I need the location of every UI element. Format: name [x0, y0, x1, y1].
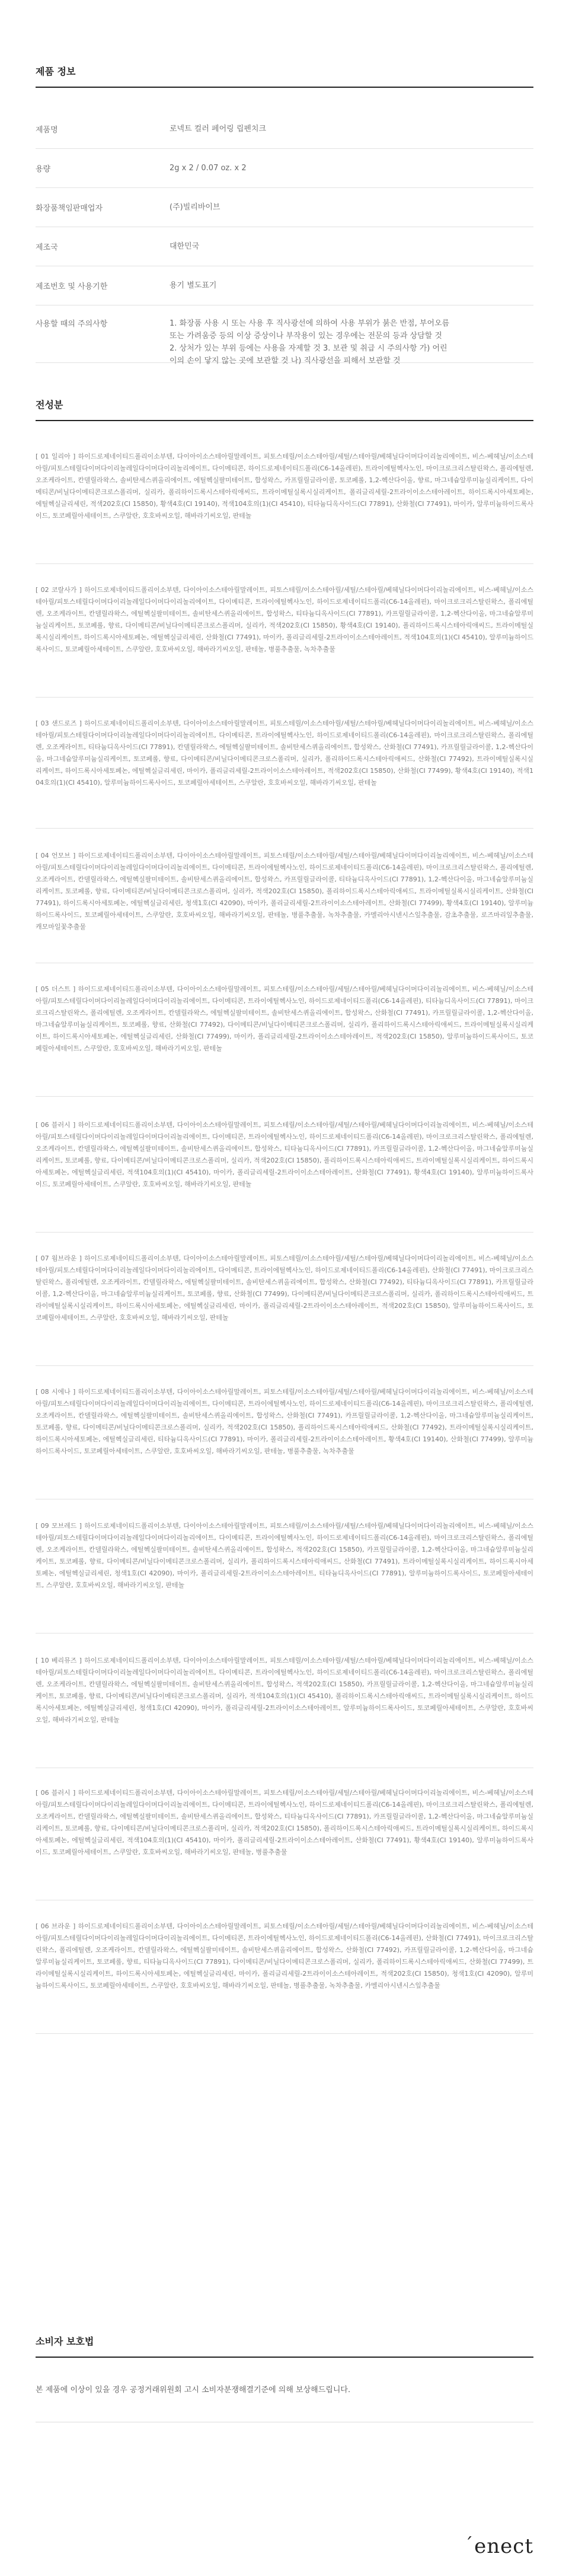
ingredient-block-12: [ 06 브라운 ] 하이드로제네이티드폴리이소부텐, 다이아이소스테아릴말레이트, 피토스테릴/이소스테아릴/세틸/스테아릴/베헤닐다이머다이리놀리에이트, 비스-베헤닐/이소스테아릴/피토스테릴다이머다이리놀레일다이머다이리놀리에이트, 다이메티콘, 트라이에틸헥사노인, 하이드로제네이티드폴리(C6-14올레핀), 산화철(CI 77491), 마이크로크리스탈린왁스, 폴리에틸렌, 오조케라이트, 칸델릴라왁스, 에틸헥실팔미테이트, 솔비탄세스퀴올리에이트, 합성왁스, 산화철(CI 77492), 카프릴릴글라이콜, 1,2-헥산다이올, 마그네슘알루미늄실리케이트, 토코페롤, 향료, 티타늄디옥사이드(CI 77891), 다이메티콘/비닐다이메티콘크로스폴리머, 실리카, 폴리하이드록시스테아릭애씨드, 산화철(CI 77499), 트라이메틸실록시실리케이트, 하이드록시아세토페논, 에틸헥실글리세린, 마이카, 폴리글리세릴-2트라이이소스테아레이트, 적색202호(CI 15850), 청색1호(CI 42090), 알루미늄하이드록사이드, 토코페릴아세테이트, 스쿠알란, 호호바씨오일, 해바라기씨오일, 판테놀, 병풀추출물, 녹차추출물, 카멜리아시넨시스잎추출물: [36, 1921, 533, 2034]
info-row-country: [36, 227, 533, 266]
ingredient-block-09: [ 09 모브레드 ] 하이드로제네이티드폴리이소부텐, 다이아이소스테아릴말레이트, 피토스테릴/이소스테아릴/세틸/스테아릴/베헤닐다이머다이리놀리에이트, 비스-베헤닐/이소스테아릴/피토스테릴다이머다이리놀레일다이머다이리놀리에이트, 다이메티콘, 트라이에틸헥사노인, 하이드로제네이티드폴리(C6-14올레핀), 마이크로크리스탈린왁스, 폴리에틸렌, 오조케라이트, 칸델릴라왁스, 에틸헥실팔미테이트, 솔비탄세스퀴올리에이트, 합성왁스, 적색202호(CI 15850), 카프릴릴글라이콜, 1,2-헥산다이올, 마그네슘알루미늄실리케이트, 토코페롤, 향료, 다이메티콘/비닐다이메티콘크로스폴리머, 실리카, 폴리하이드록시스테아릭애씨드, 산화철(CI 77491), 트라이메틸실록시실리케이트, 하이드록시아세토페논, 에틸헥실글리세린, 청색1호(CI 42090), 마이카, 폴리글리세릴-2트라이이소스테아레이트, 티타늄디옥사이드(CI 77891), 알루미늄하이드록사이드, 토코페릴아세테이트, 스쿠알란, 호호바씨오일, 해바라기씨오일, 판테놀: [36, 1520, 533, 1634]
info-value: [170, 317, 449, 367]
ingredient-block-11: [ 06 블러시 ] 하이드로제네이티드폴리이소부텐, 다이아이소스테아릴말레이트, 피토스테릴/이소스테아릴/세틸/스테아릴/베헤닐다이머다이리놀리에이트, 비스-베헤닐/이소스테아릴/피토스테릴다이머다이리놀레일다이머다이리놀리에이트, 다이메티콘, 트라이에틸헥사노인, 하이드로제네이티드폴리(C6-14올레핀), 마이크로크리스탈린왁스, 폴리에틸렌, 오조케라이트, 칸델릴라왁스, 에틸헥실팔미테이트, 솔비탄세스퀴올리에이트, 합성왁스, 티타늄디옥사이드(CI 77891), 카프릴릴글라이콜, 1,2-헥산다이올, 마그네슘알루미늄실리케이트, 토코페롤, 향료, 다이메티콘/비닐다이메티콘크로스폴리머, 실리카, 적색202호(CI 15850), 폴리하이드록시스테아릭애씨드, 트라이메틸실록시실리케이트, 하이드록시아세토페논, 에틸헥실글리세린, 적색104호의(1)(CI 45410), 마이카, 폴리글리세릴-2트라이이소스테아레이트, 산화철(CI 77491), 황색4호(CI 19140), 알루미늄하이드록사이드, 토코페릴아세테이트, 스쿠알란, 호호바씨오일, 해바라기씨오일, 판테놀, 병풀추출물: [36, 1787, 533, 1900]
ingredient-block-07: [ 07 웜브라운 ] 하이드로제네이티드폴리이소부텐, 다이아이소스테아릴말레이트, 피토스테릴/이소스테아릴/세틸/스테아릴/베헤닐다이머다이리놀리에이트, 비스-베헤닐/이소스테아릴/피토스테릴다이머다이리놀레일다이머다이리놀리에이트, 다이메티콘, 트라이에틸헥사노인, 하이드로제네이티드폴리(C6-14올레핀), 산화철(CI 77491), 마이크로크리스탈린왁스, 폴리에틸렌, 오조케라이트, 칸델릴라왁스, 에틸헥실팔미테이트, 솔비탄세스퀴올리에이트, 합성왁스, 산화철(CI 77492), 티타늄디옥사이드(CI 77891), 카프릴릴글라이콜, 1,2-헥산다이올, 마그네슘알루미늄실리케이트, 토코페롤, 향료, 산화철(CI 77499), 다이메티콘/비닐다이메티콘크로스폴리머, 실리카, 폴리하이드록시스테아릭애씨드, 트라이메틸실록시실리케이트, 하이드록시아세토페논, 에틸헥실글리세린, 마이카, 폴리글리세릴-2트라이이소스테아레이트, 적색202호(CI 15850), 알루미늄하이드록사이드, 토코페릴아세테이트, 스쿠알란, 호호바씨오일, 해바라기씨오일, 판테놀: [36, 1253, 533, 1366]
ingredients-rule: [36, 420, 533, 421]
product-info-title: 제품 정보: [36, 66, 76, 77]
info-value-line: 이의 손이 닿지 않는 곳에 보관할 것 나) 직사광선을 피해서 보관할 것: [170, 356, 401, 365]
info-value-line: 대한민국: [170, 242, 200, 251]
ingredient-block-03: [ 03 샌드로즈 ] 하이드로제네이티드폴리이소부텐, 다이아이소스테아릴말레이트, 피토스테릴/이소스테아릴/세틸/스테아릴/베헤닐다이머다이리놀리에이트, 비스-베헤닐/이소스테아릴/피토스테릴다이머다이리놀레일다이머다이리놀리에이트, 다이메티콘, 트라이에틸헥사노인, 하이드로제네이티드폴리(C6-14올레핀), 마이크로크리스탈린왁스, 폴리에틸렌, 오조케라이트, 티타늄디옥사이드(CI 77891), 칸델릴라왁스, 에틸헥실팔미테이트, 솔비탄세스퀴올리에이트, 합성왁스, 산화철(CI 77491), 카프릴릴글라이콜, 1,2-헥산다이올, 마그네슘알루미늄실리케이트, 토코페롤, 향료, 다이메티콘/비닐다이메티콘크로스폴리머, 실리카, 폴리하이드록시스테아릭애씨드, 산화철(CI 77492), 트라이메틸실록시실리케이트, 하이드록시아세토페논, 에틸헥실글리세린, 마이카, 폴리글리세릴-2트라이이소스테아레이트, 적색202호(CI 15850), 산화철(CI 77499), 황색4호(CI 19140), 적색104호의(1)(CI 45410), 알루미늄하이드록사이드, 토코페릴아세테이트, 스쿠알란, 호호바씨오일, 해바라기씨오일, 판테놀: [36, 718, 533, 829]
info-value-line: 로넥트 컬러 페어링 립펜치크: [170, 125, 267, 133]
info-row-volume: [36, 149, 533, 188]
product-info-rule: [36, 87, 533, 88]
brand-logo-wordmark: enect: [474, 2534, 533, 2558]
consumer-title: 소비자 보호법: [36, 2336, 94, 2347]
info-row-lot-expiry: [36, 266, 533, 305]
info-label: 사용할 때의 주의사항: [36, 320, 108, 329]
ingredients-title: 전성분: [36, 399, 63, 410]
info-label: 제조번호 및 사용기한: [36, 282, 108, 291]
info-value-line: 용기 별도표기: [170, 281, 217, 290]
info-value-line: 1. 화장품 사용 시 또는 사용 후 직사광선에 의하여 사용 부위가 붉은 반점, 부어오름: [170, 319, 450, 328]
brand-logo: [464, 2534, 533, 2558]
info-value-line: 또는 가려움증 등의 이상 증상이나 부작용이 있는 경우에는 전문의 등과 상담할 것: [170, 332, 442, 340]
product-info-table: [36, 110, 533, 363]
consumer-text: 본 제품에 이상이 있을 경우 공정거래위원회 고시 소비자분쟁해결기준에 의해 보상해드립니다.: [36, 2386, 351, 2394]
info-value: [170, 240, 199, 253]
consumer-rule: [36, 2357, 533, 2358]
info-value: [170, 162, 247, 174]
info-value: [170, 201, 220, 214]
info-row-name: [36, 110, 533, 149]
info-value-line: 2. 상처가 있는 부위 등에는 사용을 자제할 것 3. 보관 및 취급 시 주의사항 가) 어린: [170, 344, 447, 353]
brand-logo-mark: ˊ: [464, 2534, 474, 2555]
info-label: 제품명: [36, 126, 58, 135]
ingredient-block-01: [ 01 일리아 ] 하이드로제네이티드폴리이소부텐, 다이아이소스테아릴말레이트, 피토스테릴/이소스테아릴/세틸/스테아릴/베헤닐다이머다이리놀리에이트, 비스-베헤닐/이소스테아릴/피토스테릴다이머다이리놀레일다이머다이리놀리에이트, 다이메티콘, 하이드로제네이티드폴리(C6-14올레핀), 트라이에틸헥사노인, 마이크로크리스탈린왁스, 폴리에틸렌, 오조케라이트, 칸델릴라왁스, 솔비탄세스퀴올리에이트, 에틸헥실팔미테이트, 합성왁스, 카프릴릴글라이콜, 토코페롤, 1,2-헥산다이올, 향료, 마그네슘알루미늄실리케이트, 다이메티콘/비닐다이메티콘크로스폴리머, 실리카, 폴리하이드록시스테아릭애씨드, 트라이메틸실록시실리케이트, 폴리글리세릴-2트라이이소스테아레이트, 하이드록시아세토페논, 에틸헥실글리세린, 적색202호(CI 15850), 황색4호(CI 19140), 적색104호의(1)(CI 45410), 티타늄디옥사이드(CI 77891), 산화철(CI 77491), 마이카, 알루미늄하이드록사이드, 토코페릴아세테이트, 스쿠알란, 호호바씨오일, 해바라기씨오일, 판테놀: [36, 451, 533, 564]
info-label: 제조국: [36, 243, 58, 252]
ingredient-block-08: [ 08 시에나 ] 하이드로제네이티드폴리이소부텐, 다이아이소스테아릴말레이트, 피토스테릴/이소스테아릴/세틸/스테아릴/베헤닐다이머다이리놀리에이트, 비스-베헤닐/이소스테아릴/피토스테릴다이머다이리놀레일다이머다이리놀리에이트, 다이메티콘, 트라이에틸헥사노인, 하이드로제네이티드폴리(C6-14올레핀), 마이크로크리스탈린왁스, 폴리에틸렌, 오조케라이트, 칸델릴라왁스, 에틸헥실팔미테이트, 솔비탄세스퀴올리에이트, 합성왁스, 산화철(CI 77491), 카프릴릴글라이콜, 1,2-헥산다이올, 마그네슘알루미늄실리케이트, 토코페롤, 향료, 다이메티콘/비닐다이메티콘크로스폴리머, 실리카, 적색202호(CI 15850), 폴리하이드록시스테아릭애씨드, 산화철(CI 77492), 트라이메틸실록시실리케이트, 하이드록시아세토페논, 에틸헥실글리세린, 티타늄디옥사이드(CI 77891), 마이카, 폴리글리세릴-2트라이이소스테아레이트, 황색4호(CI 19140), 산화철(CI 77499), 알루미늄하이드록사이드, 토코페릴아세테이트, 스쿠알란, 호호바씨오일, 해바라기씨오일, 판테놀, 병풀추출물, 녹차추출물: [36, 1386, 533, 1499]
info-value: [170, 123, 266, 135]
ingredient-block-05: [ 05 더스트 ] 하이드로제네이티드폴리이소부텐, 다이아이소스테아릴말레이트, 피토스테릴/이소스테아릴/세틸/스테아릴/베헤닐다이머다이리놀리에이트, 비스-베헤닐/이소스테아릴/피토스테릴다이머다이리놀레일다이머다이리놀리에이트, 다이메티콘, 트라이에틸헥사노인, 하이드로제네이티드폴리(C6-14올레핀), 티타늄디옥사이드(CI 77891), 마이크로크리스탈린왁스, 폴리에틸렌, 오조케라이트, 칸델릴라왁스, 에틸헥실팔미테이트, 솔비탄세스퀴올리에이트, 합성왁스, 산화철(CI 77491), 카프릴릴글라이콜, 1,2-헥산다이올, 마그네슘알루미늄실리케이트, 토코페롤, 향료, 산화철(CI 77492), 다이메티콘/비닐다이메티콘크로스폴리머, 실리카, 폴리하이드록시스테아릭애씨드, 트라이메틸실록시실리케이트, 하이드록시아세토페논, 에틸헥실글리세린, 산화철(CI 77499), 마이카, 폴리글리세릴-2트라이이소스테아레이트, 적색202호(CI 15850), 알루미늄하이드록사이드, 토코페릴아세테이트, 스쿠알란, 호호바씨오일, 해바라기씨오일, 판테놀: [36, 983, 533, 1097]
ingredient-block-06: [ 06 블러시 ] 하이드로제네이티드폴리이소부텐, 다이아이소스테아릴말레이트, 피토스테릴/이소스테아릴/세틸/스테아릴/베헤닐다이머다이리놀리에이트, 비스-베헤닐/이소스테아릴/피토스테릴다이머다이리놀레일다이머다이리놀리에이트, 다이메티콘, 트라이에틸헥사노인, 하이드로제네이티드폴리(C6-14올레핀), 마이크로크리스탈린왁스, 폴리에틸렌, 오조케라이트, 칸델릴라왁스, 에틸헥실팔미테이트, 솔비탄세스퀴올리에이트, 합성왁스, 티타늄디옥사이드(CI 77891), 카프릴릴글라이콜, 1,2-헥산다이올, 마그네슘알루미늄실리케이트, 토코페롤, 향료, 다이메티콘/비닐다이메티콘크로스폴리머, 실리카, 적색202호(CI 15850), 폴리하이드록시스테아릭애씨드, 트라이메틸실록시실리케이트, 하이드록시아세토페논, 에틸헥실글리세린, 적색104호의(1)(CI 45410), 마이카, 폴리글리세릴-2트라이이소스테아레이트, 산화철(CI 77491), 황색4호(CI 19140), 알루미늄하이드록사이드, 토코페릴아세테이트, 스쿠알란, 호호바씨오일, 해바라기씨오일, 판테놀: [36, 1119, 533, 1233]
brand-logo-text: [464, 2536, 533, 2556]
ingredient-block-02: [ 02 코랄사가 ] 하이드로제네이티드폴리이소부텐, 다이아이소스테아릴말레이트, 피토스테릴/이소스테아릴/세틸/스테아릴/베헤닐다이머다이리놀리에이트, 비스-베헤닐/이소스테아릴/피토스테릴다이머다이리놀레일다이머다이리놀리에이트, 다이메티콘, 트라이에틸헥사노인, 하이드로제네이티드폴리(C6-14올레핀), 마이크로크리스탈린왁스, 폴리에틸렌, 오조케라이트, 칸델릴라왁스, 에틸헥실팔미테이트, 솔비탄세스퀴올리에이트, 합성왁스, 티타늄디옥사이드(CI 77891), 카프릴릴글라이콜, 1,2-헥산다이올, 마그네슘알루미늄실리케이트, 토코페롤, 향료, 다이메티콘/비닐다이메티콘크로스폴리머, 실리카, 적색202호(CI 15850), 황색4호(CI 19140), 폴리하이드록시스테아릭애씨드, 트라이메틸실록시실리케이트, 하이드록시아세토페논, 에틸헥실글리세린, 산화철(CI 77491), 마이카, 폴리글리세릴-2트라이이소스테아레이트, 적색104호의(1)(CI 45410), 알루미늄하이드록사이드, 토코페릴아세테이트, 스쿠알란, 호호바씨오일, 해바라기씨오일, 판테놀, 병풀추출물, 녹차추출물: [36, 584, 533, 698]
info-label: 화장품책임판매업자: [36, 204, 103, 213]
info-label: 용량: [36, 165, 51, 174]
ingredient-block-04: [ 04 언모브 ] 하이드로제네이티드폴리이소부텐, 다이아이소스테아릴말레이트, 피토스테릴/이소스테아릴/세틸/스테아릴/베헤닐다이머다이리놀리에이트, 비스-베헤닐/이소스테아릴/피토스테릴다이머다이리놀레일다이머다이리놀리에이트, 다이메티콘, 트라이에틸헥사노인, 하이드로제네이티드폴리(C6-14올레핀), 마이크로크리스탈린왁스, 폴리에틸렌, 오조케라이트, 칸델릴라왁스, 에틸헥실팔미테이트, 솔비탄세스퀴올리에이트, 합성왁스, 카프릴릴글라이콜, 티타늄디옥사이드(CI 77891), 1,2-헥산다이올, 마그네슘알루미늄실리케이트, 토코페롤, 향료, 다이메티콘/비닐다이메티콘크로스폴리머, 실리카, 적색202호(CI 15850), 폴리하이드록시스테아릭애씨드, 트라이메틸실록시실리케이트, 산화철(CI 77491), 하이드록시아세토페논, 에틸헥실글리세린, 청색1호(CI 42090), 마이카, 폴리글리세릴-2트라이이소스테아레이트, 산화철(CI 77499), 황색4호(CI 19140), 알루미늄하이드록사이드, 토코페릴아세테이트, 스쿠알란, 호호바씨오일, 해바라기씨오일, 판테놀, 병풀추출물, 녹차추출물, 카멜리아시넨시스잎추출물, 감초추출물, 로즈마리잎추출물, 캐모마일꽃추출물: [36, 850, 533, 963]
info-value-line: 2g x 2 / 0.07 oz. x 2: [170, 164, 247, 173]
info-value: [170, 279, 216, 292]
info-row-cautions: [36, 305, 533, 363]
ingredient-block-10: [ 10 베리뮤즈 ] 하이드로제네이티드폴리이소부텐, 다이아이소스테아릴말레이트, 피토스테릴/이소스테아릴/세틸/스테아릴/베헤닐다이머다이리놀리에이트, 비스-베헤닐/이소스테아릴/피토스테릴다이머다이리놀레일다이머다이리놀리에이트, 다이메티콘, 트라이에틸헥사노인, 하이드로제네이티드폴리(C6-14올레핀), 마이크로크리스탈린왁스, 폴리에틸렌, 오조케라이트, 칸델릴라왁스, 에틸헥실팔미테이트, 솔비탄세스퀴올리에이트, 합성왁스, 적색202호(CI 15850), 카프릴릴글라이콜, 1,2-헥산다이올, 마그네슘알루미늄실리케이트, 토코페롤, 향료, 다이메티콘/비닐다이메티콘크로스폴리머, 실리카, 적색104호의(1)(CI 45410), 폴리하이드록시스테아릭애씨드, 트라이메틸실록시실리케이트, 하이드록시아세토페논, 에틸헥실글리세린, 청색1호(CI 42090), 마이카, 폴리글리세릴-2트라이이소스테아레이트, 알루미늄하이드록사이드, 토코페릴아세테이트, 스쿠알란, 호호바씨오일, 해바라기씨오일, 판테놀: [36, 1655, 533, 1768]
info-row-distributor: [36, 188, 533, 227]
info-value-line: (주)빌리바이브: [170, 203, 220, 212]
